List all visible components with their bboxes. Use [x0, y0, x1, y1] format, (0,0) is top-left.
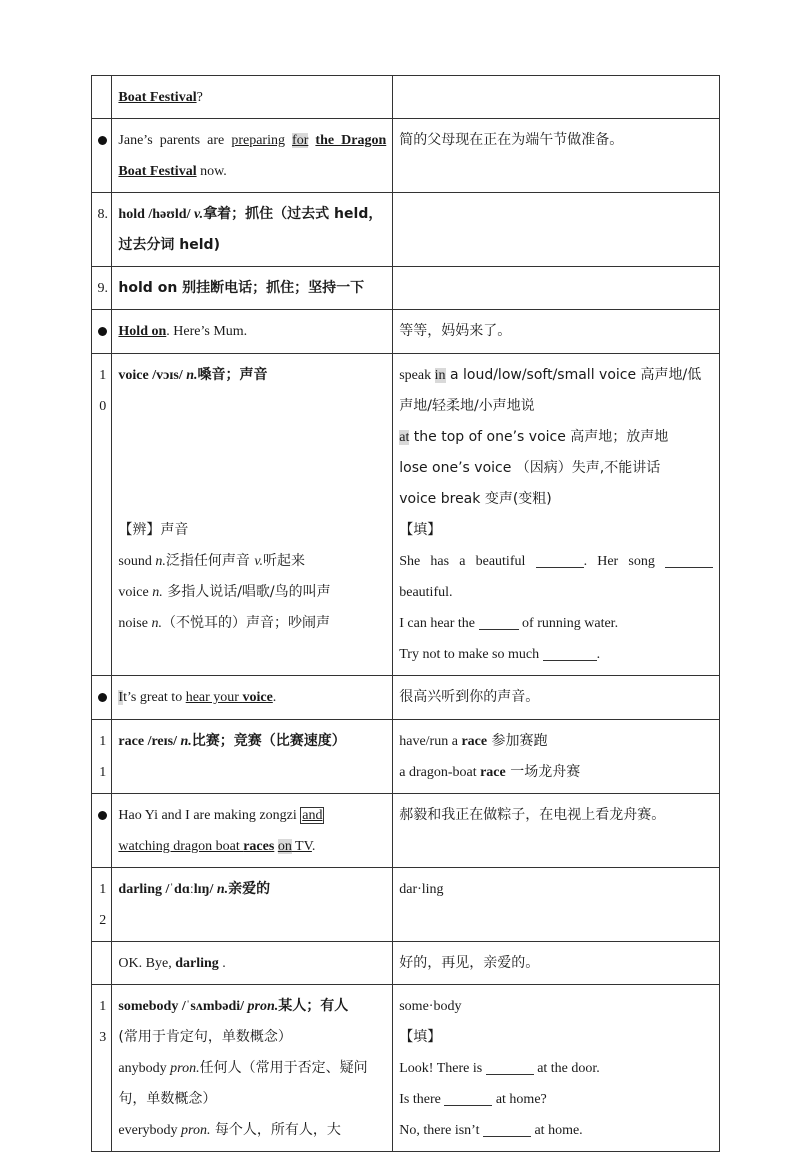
bullet-icon — [98, 327, 107, 336]
fill-exercise: She has a beautiful . Her song beautiful. — [399, 546, 713, 608]
row-number: 11 — [92, 720, 112, 794]
definition-line: everybody pron. 每个人，所有人，大 — [118, 1122, 341, 1138]
table-row — [92, 942, 720, 985]
note-cell — [393, 354, 720, 676]
table-row — [92, 354, 720, 676]
row-marker — [92, 794, 112, 868]
phrase-line: have/run a race 参加赛跑 — [399, 733, 548, 749]
note-cell — [393, 267, 720, 310]
example-sentence: OK. Bye, darling . — [112, 942, 393, 985]
answer-blank[interactable] — [479, 613, 519, 630]
definition-line: (常用于肯定句，单数概念） — [118, 1029, 292, 1045]
phrase-line: speak in a loud/low/soft/small voice 高声地/低声地/轻柔地/小声地说 — [399, 367, 702, 414]
phrase-line: voice break 变声(变粗) — [399, 491, 552, 507]
note-cell — [393, 76, 720, 119]
table-row — [92, 868, 720, 942]
fill-exercise: Try not to make so much . — [399, 639, 713, 670]
row-number: 8. — [92, 193, 112, 267]
definition-line: sound n.泛指任何声音 v.听起来 — [118, 553, 306, 569]
term-cell — [112, 354, 393, 676]
answer-blank[interactable] — [665, 551, 713, 568]
note-cell — [393, 720, 720, 794]
fill-label: 【填】 — [399, 1029, 442, 1045]
translation: 郝毅和我正在做粽子，在电视上看龙舟赛。 — [393, 794, 720, 868]
answer-blank[interactable] — [444, 1089, 492, 1106]
term-cell — [112, 985, 393, 1152]
row-marker — [92, 676, 112, 720]
translation: 很高兴听到你的声音。 — [393, 676, 720, 720]
table-row — [92, 310, 720, 354]
phrase-line: at the top of one’s voice 高声地；放声地 — [399, 429, 669, 445]
phrase-line: lose one’s voice （因病）失声,不能讲话 — [399, 460, 661, 476]
translation: 简的父母现在正在为端午节做准备。 — [393, 119, 720, 193]
distinguish-label: 【辨】声音 — [118, 522, 189, 538]
row-marker — [92, 119, 112, 193]
fill-exercise: No, there isn’t at home. — [399, 1115, 713, 1146]
syllable-split: dar·ling — [393, 868, 720, 942]
term-heading: voice /vɔɪs/ n.嗓音；声音 — [118, 367, 268, 383]
example-sentence: Jane’s parents are preparing for the Dragon Boat Festival now. — [112, 119, 393, 193]
definition-line: noise n.（不悦耳的）声音；吵闹声 — [118, 615, 330, 631]
row-marker — [92, 942, 112, 985]
phrase-line: a dragon-boat race 一场龙舟赛 — [399, 764, 581, 780]
example-sentence: It’s great to hear your voice. — [112, 676, 393, 720]
translation: 等等，妈妈来了。 — [393, 310, 720, 354]
term-cell: hold /həʊld/ v.拿着；抓住（过去式 held，过去分词 held) — [112, 193, 393, 267]
fill-label: 【填】 — [399, 522, 442, 538]
fill-exercise: Is there at home? — [399, 1084, 713, 1115]
syllable-split: some·body — [399, 999, 462, 1014]
answer-blank[interactable] — [536, 551, 584, 568]
row-number: 12 — [92, 868, 112, 942]
example-sentence: Hold on. Here’s Mum. — [112, 310, 393, 354]
definition-line: anybody pron.任何人（常用于否定、疑问句，单数概念） — [118, 1060, 368, 1107]
bullet-icon — [98, 136, 107, 145]
answer-blank[interactable] — [486, 1058, 534, 1075]
answer-blank[interactable] — [543, 644, 597, 661]
definition-line: voice n. 多指人说话/唱歌/鸟的叫声 — [118, 584, 331, 600]
term-cell: darling /ˈdɑːlɪŋ/ n.亲爱的 — [112, 868, 393, 942]
term-cell: Boat Festival? — [112, 76, 393, 119]
row-number: 10 — [92, 354, 112, 676]
table-row — [92, 193, 720, 267]
table-row — [92, 267, 720, 310]
row-number: 13 — [92, 985, 112, 1152]
table-row — [92, 985, 720, 1152]
fill-exercise: I can hear the of running water. — [399, 608, 713, 639]
table-row — [92, 720, 720, 794]
table-row — [92, 119, 720, 193]
vocabulary-table — [91, 75, 720, 1152]
fill-exercise: Look! There is at the door. — [399, 1053, 713, 1084]
table-row — [92, 76, 720, 119]
example-sentence: Hao Yi and I are making zongzi and watching dragon boat races on TV. — [112, 794, 393, 868]
row-marker — [92, 310, 112, 354]
table-row — [92, 676, 720, 720]
term-cell: race /reɪs/ n.比赛；竞赛（比赛速度） — [112, 720, 393, 794]
row-number: 9. — [92, 267, 112, 310]
term-heading: somebody /ˈsʌmbədi/ pron.某人；有人 — [118, 998, 349, 1014]
bullet-icon — [98, 811, 107, 820]
table-row — [92, 794, 720, 868]
note-cell — [393, 985, 720, 1152]
row-marker — [92, 76, 112, 119]
translation: 好的，再见，亲爱的。 — [393, 942, 720, 985]
term-cell: hold on 别挂断电话；抓住；坚持一下 — [112, 267, 393, 310]
bullet-icon — [98, 693, 107, 702]
note-cell — [393, 193, 720, 267]
